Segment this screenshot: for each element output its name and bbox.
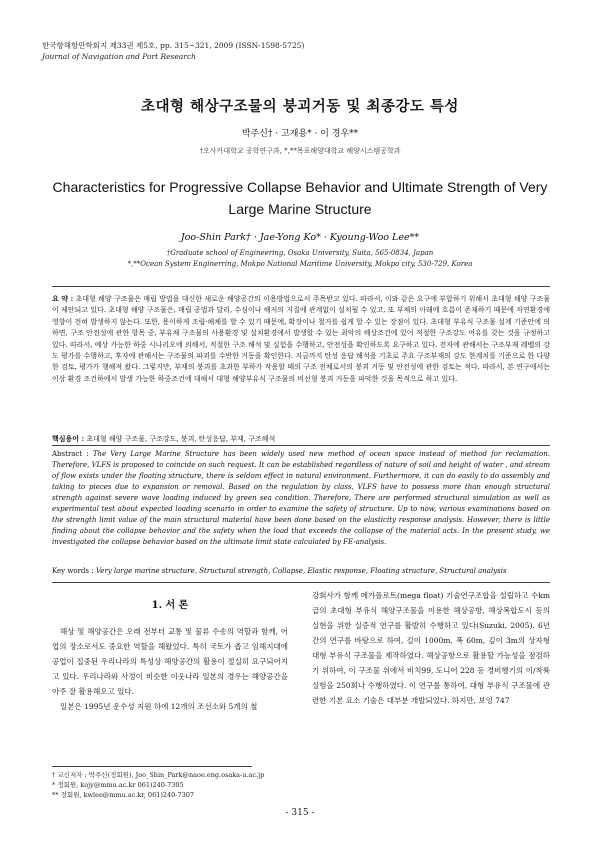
body-column-left — [52, 624, 288, 714]
authors-english: Joo-Shin Park† · Jae-Yong Ko* · Kyoung-Woo Lee** — [180, 232, 420, 243]
abstract-korean-label: 요 약 : — [52, 294, 74, 303]
abstract-english-label: Abstract : — [52, 450, 89, 458]
body-column-right — [312, 588, 550, 708]
journal-citation: 한국항해항만학회지 제33권 제5호, pp. 315~321, 2009 (ISSN-1598-5725) — [42, 41, 305, 50]
affiliation-english — [0, 248, 600, 269]
body-paragraph: 강회사가 함께 메가플로트(mega float) 기술연구조합을 설립하고 수km급의 초대형 부유식 해양구조물을 이용한 해상공항, 해상복합도시 등의 실현을 위한 실증적 연구를 활발히 수행하고 있다(Suzuki, 2005). 6년간의 연구를 바탕으로 하여, 길이 1000m, 폭 60m, 깊이 3m의 상자형 대형 부유식 구조물을 제작하였다. 해상공항으로 활용할 가능성을 점검하기 위하여, 이 구조물 위에서 비치99, 도니어 228 등 경비행기의 이/착륙 실험을 250회나 수행하였다. 이 연구를 통하여, 대형 부유식 구조물에 관련한 기본 요소 기술은 대부분 개발되었다. 하지만, 보잉 747 — [312, 591, 550, 705]
journal-name-en: Journal of Navigation and Port Research — [42, 52, 196, 61]
footnote-author-3: ** 정회원, kwlee@mmu.ac.kr, 061)240-7307 — [52, 791, 195, 799]
divider-bottom — [52, 582, 550, 583]
abstract-english — [52, 449, 550, 548]
footnote-rule — [52, 766, 252, 767]
page-number: - 315 - — [285, 808, 315, 818]
abstract-english-body: The Very Large Marine Structure has been widely used new method of ocean space instead of method for reclamation. Therefore, VLFS is proposed to coincide on such request. It can be established regardless of nature of soil and height of water , and stream of flow exists under the floating structure, there is seldom effect in natural environment. Furthermore, it can do easily to do assembly and taking to pieces due to expansion or removal. Based on the regulation by class, VLFS have to possess more than enough structural strength against severe wave loading induced by green sea condition. Therefore, There are performed structural simulation as well as experimental test about expected loading scenario in order to examine the safety of structure. Up to now, various examinations based on the strength limit value of the main structural material have been done based on the elasticity response analysis. However, there is little finding about the collapse behavior and the safety when the load that exceeds the collapse of the material acts. In the present study, we investigated the collapse behavior based on the ultimate limit state calculated by FE-analysis. — [52, 450, 550, 546]
affiliation-english-2: *,**Ocean System Enginerring, Mokpo National Maritime University, Mokpo city, 530-729, Korea — [127, 259, 473, 268]
keywords-korean-body: 초대형 해양 구조물, 구조강도, 붕괴, 탄성응답, 부재, 구조해석 — [86, 435, 276, 443]
keywords-english-body: Very large marine structure, Structural strength, Collapse, Elastic response, Floating structure, Structural analysis — [95, 567, 507, 575]
footnotes — [52, 770, 352, 800]
abstract-korean — [52, 293, 550, 385]
abstract-korean-body: 초대형 해양 구조물은 매립 방법을 대신한 새로운 해양공간의 이용방법으로서 주목받고 있다. 따라서, 이와 같은 요구에 부합하기 위해서 초대형 해양 구조물이 제안되고 있다. 초대형 해양 구조물은, 매립 공법과 달리, 수심이나 해저의 지질에 관계없이 설치될 수 있고, 또 부체의 아래에 흐름이 존재하기 때문에 자연환경에 영향이 전혀 발생하지 않는다. 또한, 용이하게 조립·해체를 할 수 있기 때문에, 확장이나 철거를 쉽게 할 수 있는 장점이 있다. 초대형 부유식 구조물 설계 기준안에 의하면, 구조 안전성에 관한 항목 중, 부유체 구조물의 사용환경 및 설치환경에서 발생할 수 있는 최악의 해상조건에 있어 적절한 구조강도 여유를 갖는 것을 규정하고 있다. 따라서, 예상 가능한 하중 시나리오에 의해서, 적절한 구조 해석 및 실험을 수행하고, 안전성을 확인하도록 요구하고 있다. 전자에 관해서는 구조부재 레벨의 강도 평가를 수행하고, 후자에 관해서는 구조물의 파괴를 수반한 거동을 확인한다. 지금까지 탄성 응답 해석을 기초로 주요 구조부재의 강도 한계치를 기준으로 한 다양한 검토, 평가가 행해져 왔다. 그렇지만, 부재의 붕괴를 초과한 부하가 작용할 때의 구조 전체로서의 붕괴 거동 및 안전성에 관한 검토는 적다. 따라서, 본 연구에서는 이상 환경 조건하에서 발생 가능한 하중조건에 대해서 대형 해양부유식 구조물의 비선형 붕괴 거동을 파악한 것을 목적으로 하고 있다. — [52, 295, 550, 383]
authors-korean: 박주신† · 고재용* · 이 경우** — [241, 129, 359, 139]
affiliation-english-1: †Graduate school of Engineering, Osaka University, Suita, 565-0834, Japan — [166, 249, 434, 257]
affiliation-korean: †오사카대학교 공학연구과, *,**목포해양대학교 해양시스템공학과 — [199, 147, 401, 155]
section-title-introduction: 1. 서 론 — [151, 600, 189, 611]
keywords-korean — [52, 434, 550, 444]
body-paragraph: 일본은 1995년 운수성 지원 하에 12개의 조선소와 5개의 철 — [60, 702, 258, 711]
title-english: Characteristics for Progressive Collapse Behavior and Ultimate Strength of Very Large Marine Structure — [52, 179, 548, 217]
keywords-english — [52, 567, 550, 575]
divider-middle — [52, 445, 550, 446]
footnote-author-2: * 정회원, kojy@mmu.ac.kr 061)240-7305 — [52, 781, 184, 789]
divider-top — [52, 286, 550, 287]
journal-header — [42, 40, 304, 62]
footnote-corresponding-author: † 교신저자 : 박주신(정회원), Joo_Shin_Park@naoe.eng.osaka-u.ac.jp — [52, 771, 265, 779]
title-korean: 초대형 해상구조물의 붕괴거동 및 최종강도 특성 — [141, 98, 459, 115]
keywords-english-label: Key words : — [52, 567, 94, 575]
body-paragraph: 해상 및 해양공간은 오래 전부터 교통 및 물류 수송의 역할과 함께, 어업의 장소로서도 중요한 역할을 해왔었다. 특히 국토가 좁고 임해지대에 공업이 집중된 우리나라의 특성상 해양공간의 활용이 절실히 요구되어지고 있다. 우리나라와 사정이 비슷한 이웃나라 일본의 경우는 해양공간을 아주 잘 활용해오고 있다. — [52, 627, 288, 696]
keywords-korean-label: 핵심용어 : — [52, 434, 85, 443]
